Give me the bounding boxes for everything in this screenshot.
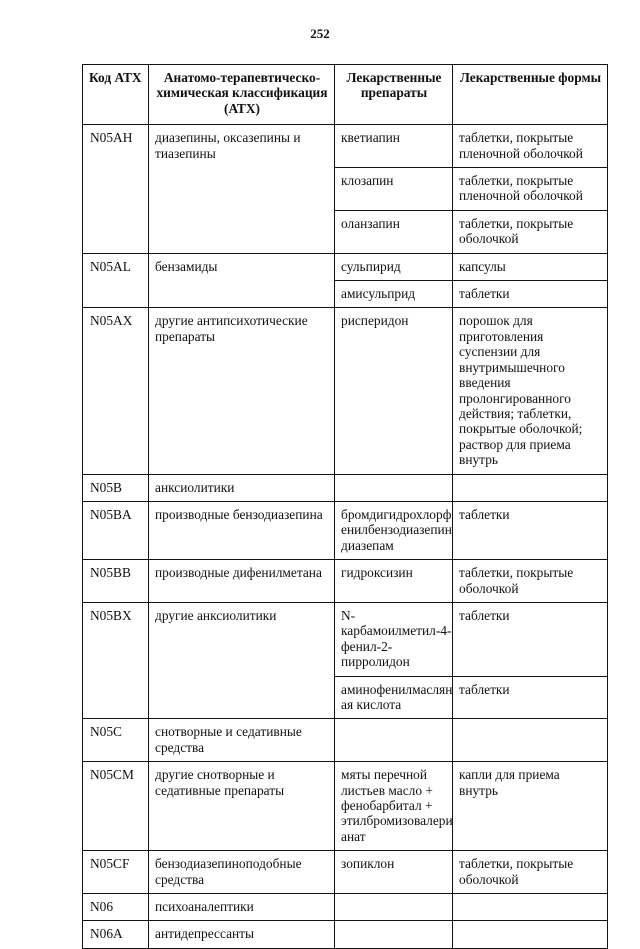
drug-cell <box>335 474 453 501</box>
form-cell <box>453 921 608 948</box>
atc-code-cell: N05AH <box>83 125 149 253</box>
classification-cell: антидепрессанты <box>149 921 335 948</box>
classification-cell: другие антипсихотические препараты <box>149 308 335 474</box>
drug-cell: бромдигидрохлорф енилбензодиазепин диазепам <box>335 501 453 559</box>
table-row <box>83 253 608 280</box>
table-row <box>83 762 608 851</box>
form-cell: таблетки <box>453 281 608 308</box>
drug-cell: N-карбамоилметил-4-фенил-2-пирролидон <box>335 602 453 676</box>
atc-code-cell: N05AL <box>83 253 149 308</box>
drug-cell: оланзапин <box>335 210 453 253</box>
form-cell: капсулы <box>453 253 608 280</box>
page-number: 252 <box>310 26 330 41</box>
drug-cell <box>335 921 453 948</box>
drug-cell: амисульприд <box>335 281 453 308</box>
form-cell: таблетки <box>453 501 608 559</box>
atc-code-cell: N05BX <box>83 602 149 718</box>
drug-cell: гидроксизин <box>335 560 453 603</box>
form-cell: порошок для приготовления суспензии для внутримышечного введения пролонгированного действия; таблетки, покрытые оболочкой; раствор для приема внутрь <box>453 308 608 474</box>
classification-cell: бензодиазепиноподобные средства <box>149 851 335 894</box>
form-cell <box>453 894 608 921</box>
classification-cell: диазепины, оксазепины и тиазепины <box>149 125 335 253</box>
classification-cell: анксиолитики <box>149 474 335 501</box>
atc-code-cell: N05AX <box>83 308 149 474</box>
atc-table <box>82 64 608 949</box>
drug-cell: рисперидон <box>335 308 453 474</box>
drug-cell: аминофенилмаслян ая кислота <box>335 676 453 719</box>
header-forms: Лекарственные формы <box>453 65 608 125</box>
atc-code-cell: N06A <box>83 921 149 948</box>
atc-code-cell: N05BB <box>83 560 149 603</box>
form-cell: таблетки <box>453 602 608 676</box>
form-cell: таблетки, покрытые пленочной оболочкой <box>453 125 608 168</box>
classification-cell: бензамиды <box>149 253 335 308</box>
table-row <box>83 719 608 762</box>
atc-code-cell: N05B <box>83 474 149 501</box>
table-header-row <box>83 65 608 125</box>
table-row <box>83 125 608 168</box>
table-row <box>83 851 608 894</box>
header-atc-code: Код АТХ <box>83 65 149 125</box>
classification-cell: снотворные и седативные средства <box>149 719 335 762</box>
form-cell: таблетки, покрытые оболочкой <box>453 851 608 894</box>
drug-cell: клозапин <box>335 168 453 211</box>
header-classification: Анатомо-терапевтическо-химическая классификация (АТХ) <box>149 65 335 125</box>
drug-cell <box>335 894 453 921</box>
table-row <box>83 501 608 559</box>
form-cell <box>453 474 608 501</box>
table-row <box>83 474 608 501</box>
drug-cell: сульпирид <box>335 253 453 280</box>
drug-cell: кветиапин <box>335 125 453 168</box>
form-cell: таблетки, покрытые пленочной оболочкой <box>453 168 608 211</box>
table-row <box>83 921 608 948</box>
table-row <box>83 602 608 676</box>
classification-cell: производные дифенилметана <box>149 560 335 603</box>
atc-code-cell: N05CF <box>83 851 149 894</box>
table-row <box>83 308 608 474</box>
form-cell <box>453 719 608 762</box>
table-row <box>83 560 608 603</box>
form-cell: капли для приема внутрь <box>453 762 608 851</box>
form-cell: таблетки, покрытые оболочкой <box>453 210 608 253</box>
classification-cell: производные бензодиазепина <box>149 501 335 559</box>
classification-cell: психоаналептики <box>149 894 335 921</box>
atc-code-cell: N05C <box>83 719 149 762</box>
atc-code-cell: N06 <box>83 894 149 921</box>
form-cell: таблетки, покрытые оболочкой <box>453 560 608 603</box>
classification-cell: другие снотворные и седативные препараты <box>149 762 335 851</box>
table-row <box>83 894 608 921</box>
drug-cell: мяты перечной листьев масло + фенобарбитал + этилбромизовалери анат <box>335 762 453 851</box>
drug-cell: зопиклон <box>335 851 453 894</box>
drug-cell <box>335 719 453 762</box>
header-drugs: Лекарственные препараты <box>335 65 453 125</box>
form-cell: таблетки <box>453 676 608 719</box>
classification-cell: другие анксиолитики <box>149 602 335 718</box>
atc-code-cell: N05CM <box>83 762 149 851</box>
atc-code-cell: N05BA <box>83 501 149 559</box>
